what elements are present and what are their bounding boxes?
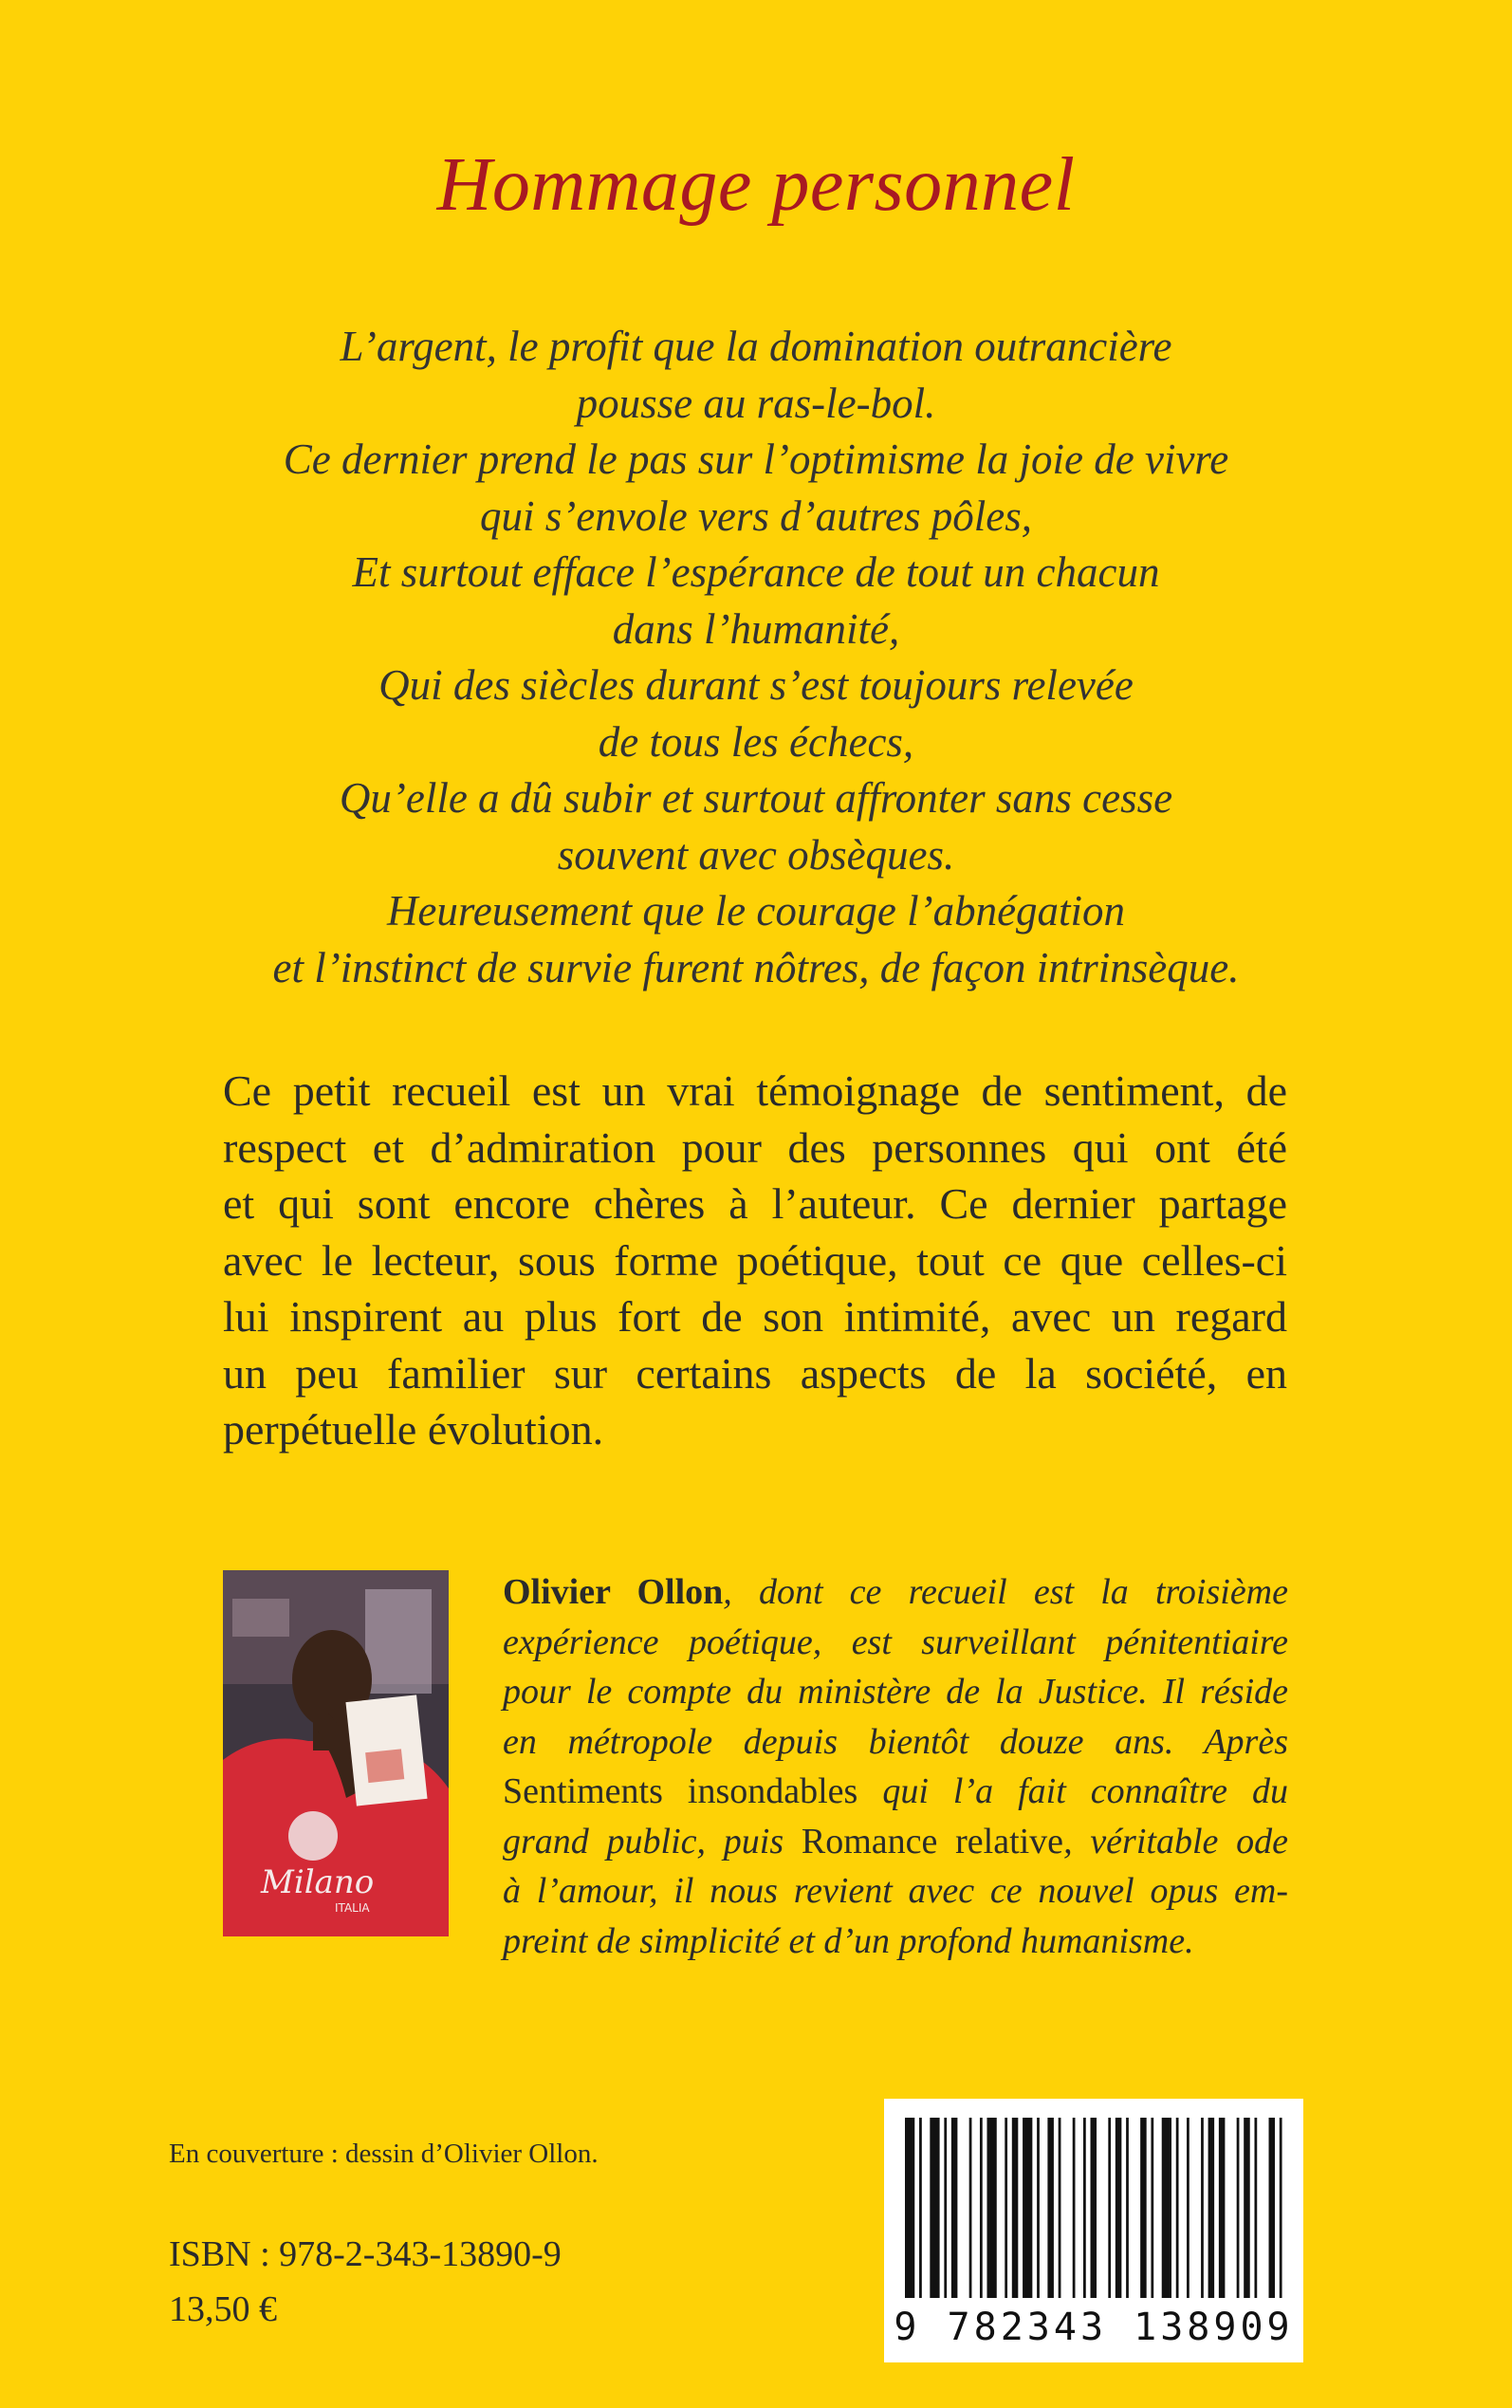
bio-line: preint de simplicité et d’un profond humanisme. bbox=[503, 1920, 1194, 1961]
barcode-bar bbox=[1005, 2118, 1007, 2298]
bio-text: qui l’a fait connaître du bbox=[857, 1771, 1288, 1811]
bio-line bbox=[503, 1817, 1288, 1867]
barcode-bar bbox=[1201, 2118, 1204, 2298]
poem-line: Qui des siècles durant s’est toujours relevée bbox=[378, 661, 1134, 709]
poem-line: Qu’elle a dû subir et surtout affronter sans cesse bbox=[339, 774, 1173, 822]
barcode-bar bbox=[1162, 2118, 1171, 2298]
barcode-bar bbox=[919, 2118, 922, 2298]
bio-line: à l’amour, il nous revient avec ce nouvel opus em- bbox=[503, 1871, 1288, 1911]
bio-line: en métropole depuis bientôt douze ans. Après bbox=[503, 1721, 1288, 1762]
shirt-text: Milano bbox=[261, 1863, 375, 1901]
description-line: respect et d’admiration pour des personnes qui ont été bbox=[223, 1122, 1287, 1172]
barcode-digits: 9 782343 138909 bbox=[894, 2306, 1294, 2349]
barcode-bar bbox=[1254, 2118, 1257, 2298]
poem-line: de tous les échecs, bbox=[598, 717, 914, 766]
poem-line: souvent avec obsèques. bbox=[557, 830, 955, 879]
poem-line: et l’instinct de survie furent nôtres, de façon intrinsèque. bbox=[272, 943, 1240, 991]
bio-text: , véritable ode bbox=[1063, 1821, 1288, 1862]
barcode-bar bbox=[1237, 2118, 1240, 2298]
barcode-bar bbox=[1091, 2118, 1097, 2298]
barcode-bar bbox=[1187, 2118, 1189, 2298]
description-line: lui inspirent au plus fort de son intimité, avec un regard bbox=[223, 1292, 1287, 1341]
barcode-bar bbox=[1083, 2118, 1086, 2298]
barcode-bar bbox=[1037, 2118, 1040, 2298]
description-line: Ce petit recueil est un vrai témoignage de sentiment, de bbox=[223, 1066, 1287, 1115]
barcode-bar bbox=[951, 2118, 958, 2298]
description-line: avec le lecteur, sous forme poétique, tout ce que celles-ci bbox=[223, 1235, 1287, 1285]
barcode-bar bbox=[1140, 2118, 1147, 2298]
author-name: Olivier Ollon bbox=[503, 1572, 724, 1612]
poem-line: Et surtout efface l’espérance de tout un chacun bbox=[352, 548, 1160, 596]
author-bio bbox=[503, 1567, 1288, 1966]
barcode-bar bbox=[1023, 2118, 1032, 2298]
bio-line bbox=[503, 1567, 1288, 1618]
poem-line: Heureusement que le courage l’abnégation bbox=[386, 887, 1126, 935]
poem bbox=[171, 319, 1341, 996]
book-title-1: Sentiments insondables bbox=[503, 1771, 858, 1811]
bio-line bbox=[503, 1767, 1288, 1817]
barcode bbox=[884, 2099, 1303, 2362]
book-title: Hommage personnel bbox=[436, 143, 1076, 227]
barcode-bar bbox=[1047, 2118, 1054, 2298]
bio-text: grand public, puis bbox=[503, 1821, 802, 1862]
shirt-subtext: ITALIA bbox=[335, 1901, 370, 1915]
bio-line: pour le compte du ministère de la Justice. Il réside bbox=[503, 1672, 1288, 1712]
barcode-bar bbox=[1126, 2118, 1129, 2298]
description-line: perpétuelle évolution. bbox=[223, 1405, 604, 1454]
cover-credit: En couverture : dessin d’Olivier Ollon. bbox=[169, 2139, 599, 2169]
isbn: ISBN : 978-2-343-13890-9 bbox=[169, 2234, 562, 2274]
barcode-bar bbox=[905, 2118, 914, 2298]
book-title-2: Romance relative bbox=[801, 1821, 1064, 1862]
barcode-bar bbox=[1073, 2118, 1076, 2298]
barcode-bar bbox=[944, 2118, 947, 2298]
barcode-bar bbox=[1280, 2118, 1282, 2298]
bio-text: , dont ce recueil est la troisième bbox=[723, 1572, 1288, 1612]
poem-line: qui s’envole vers d’autres pôles, bbox=[480, 491, 1032, 540]
barcode-bar bbox=[969, 2118, 972, 2298]
barcode-bar bbox=[1108, 2118, 1111, 2298]
barcode-bar bbox=[1244, 2118, 1250, 2298]
barcode-bar bbox=[1151, 2118, 1153, 2298]
barcode-bar bbox=[1059, 2118, 1061, 2298]
description-line: un peu familier sur certains aspects de la société, en bbox=[223, 1348, 1287, 1398]
poem-line: dans l’humanité, bbox=[612, 604, 900, 653]
barcode-bar bbox=[1208, 2118, 1215, 2298]
poem-line: Ce dernier prend le pas sur l’optimisme la joie de vivre bbox=[283, 435, 1229, 483]
barcode-bar bbox=[986, 2118, 996, 2298]
barcode-bar bbox=[1219, 2118, 1226, 2298]
barcode-bar bbox=[1012, 2118, 1019, 2298]
barcode-bar bbox=[930, 2118, 939, 2298]
poem-line: L’argent, le profit que la domination outrancière bbox=[340, 323, 1172, 370]
poem-line: pousse au ras-le-bol. bbox=[576, 379, 936, 427]
barcode-bar bbox=[980, 2118, 983, 2298]
bio-line: expérience poétique, est surveillant pénitentiaire bbox=[503, 1621, 1288, 1662]
price: 13,50 € bbox=[169, 2289, 277, 2329]
barcode-bar bbox=[1269, 2118, 1276, 2298]
barcode-bar bbox=[1176, 2118, 1179, 2298]
barcode-bar bbox=[1116, 2118, 1122, 2298]
book-description bbox=[223, 1063, 1287, 1458]
author-photo bbox=[223, 1570, 449, 1936]
description-line: et qui sont encore chères à l’auteur. Ce dernier partage bbox=[223, 1179, 1287, 1228]
